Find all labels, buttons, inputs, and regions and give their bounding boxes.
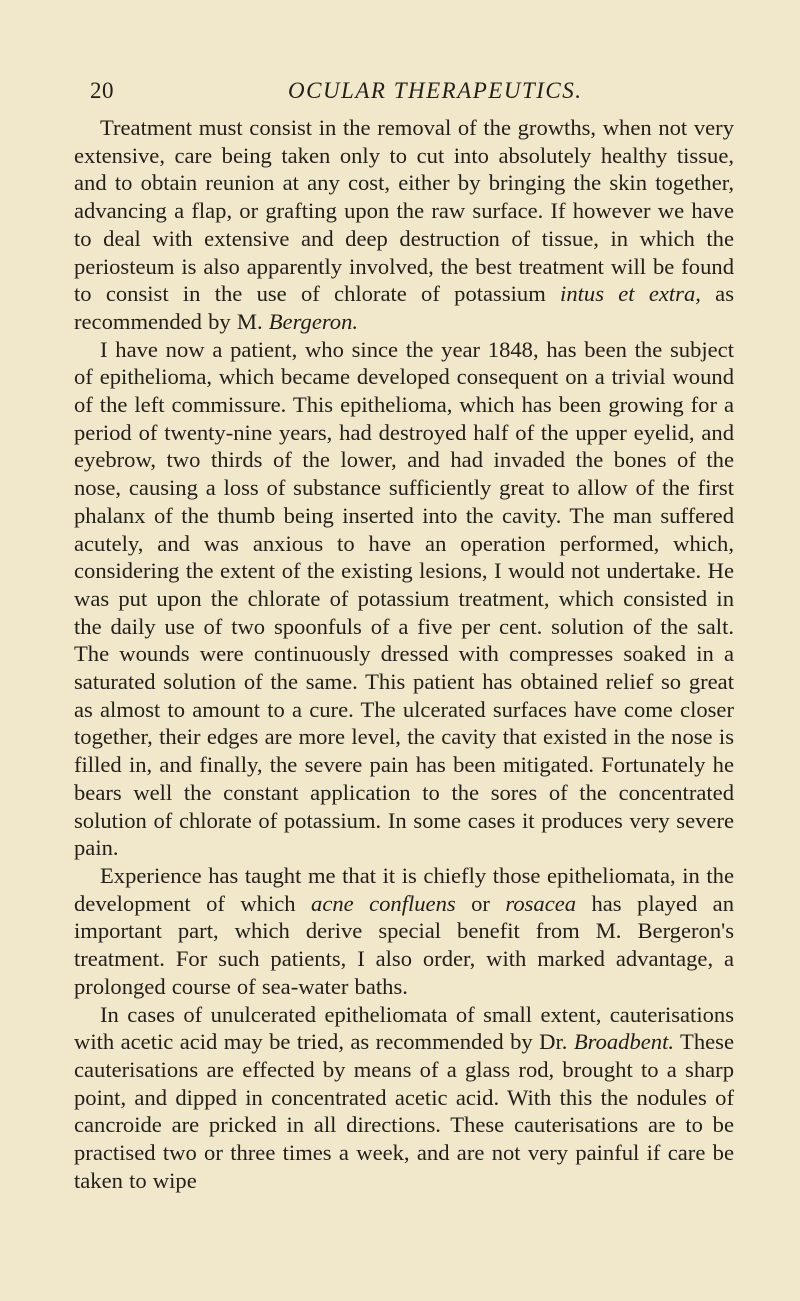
page-number: 20 (90, 78, 114, 103)
paragraph (74, 336, 734, 862)
text-run: These cauterisations are effected by means of a glass rod, brought to a sharp point, and dipped in concentrated acetic acid. With this the nodules of cancroide are pricked in all directions. These cauterisations are to be practised two or three times a week, and are not very painful if care be taken to wipe (74, 1029, 734, 1193)
italic-text: acne confluens (311, 890, 456, 916)
text-run: as recommended by M. (74, 281, 734, 334)
paragraph (74, 1001, 734, 1195)
text-run: has played an important part, which derive special benefit from M. Bergeron's treatment. For such patients, I also order, with marked advantage, a prolonged course of sea-water baths. (74, 890, 734, 999)
body-text (74, 114, 734, 1194)
italic-text: rosacea (505, 890, 577, 916)
text-run: I have now a patient, who since the year 1848, has been the subject of epithelioma, which became developed consequent on a trivial wound of the left commissure. This epithelioma, which has been growing for a period of twenty-nine years, had destroyed half of the upper eyelid, and eyebrow, two thirds of the lower, and had invaded the bones of the nose, causing a loss of substance sufficiently great to allow of the first phalanx of the thumb being inserted into the cavity. The man suffered acutely, and was anxious to have an operation performed, which, considering the extent of the existing lesions, I would not undertake. He was put upon the chlorate of potassium treatment, which consisted in the daily use of two spoonfuls of a five per cent. solution of the salt. The wounds were continuously dressed with compresses soaked in a saturated solution of the same. This patient has obtained relief so great as almost to amount to a cure. The ulcerated surfaces have come closer together, their edges are more level, the cavity that existed in the nose is filled in, and finally, the severe pain has been mitigated. Fortunately he bears well the constant application to the sores of the concentrated solution of chlorate of potassium. In some cases it produces very severe pain. (74, 336, 734, 861)
text-run: Treatment must consist in the removal of the growths, when not very extensive, care being taken only to cut into absolutely healthy tissue, and to obtain reunion at any cost, either by bringing the skin together, advancing a flap, or grafting upon the raw surface. If however we have to deal with extensive and deep destruction of tissue, in which the periosteum is also apparently involved, the best treatment will be found to consist in the use of chlorate of potassium (74, 115, 734, 307)
page-header (74, 78, 734, 114)
italic-text: intus et extra, (560, 281, 701, 307)
running-title: OCULAR THERAPEUTICS. (288, 78, 583, 103)
text-run: or (455, 890, 506, 916)
text-run: In cases of unulcerated epitheliomata of small extent, cauterisations with acetic acid may be tried, as recommended by Dr. (74, 1001, 734, 1055)
text-run: Experience has taught me that it is chiefly those epitheliomata, in the development of which (74, 862, 734, 916)
italic-text: Broadbent. (573, 1029, 675, 1055)
paragraph (74, 862, 734, 1001)
italic-text: Bergeron. (268, 308, 359, 334)
paragraph (74, 114, 734, 336)
